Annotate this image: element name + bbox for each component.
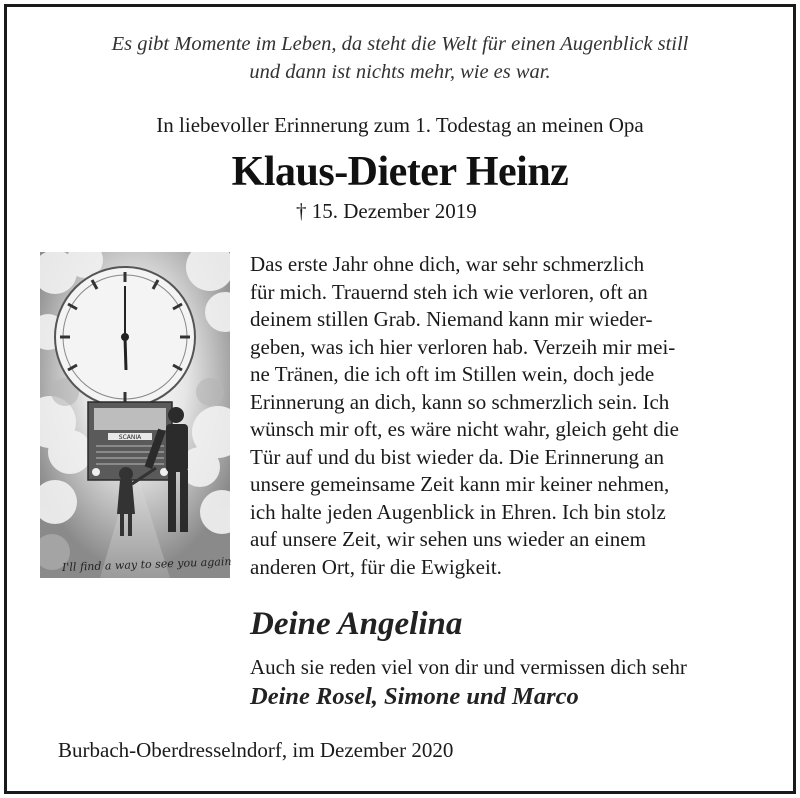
poem-line: unsere gemeinsame Zeit kann mir keiner nehmen, — [250, 472, 670, 496]
death-date: † 15. Dezember 2019 — [296, 199, 477, 223]
poem-line: ich halte jeden Augenblick in Ehren. Ich bin stolz — [250, 499, 666, 524]
poem-line: wünsch mir oft, es wäre nicht wahr, gleich geht die — [250, 417, 679, 441]
poem-line: für mich. Trauernd steh ich wie verloren, oft an — [250, 279, 648, 304]
poem-line: deinem stillen Grab. Niemand kann mir wieder- — [250, 307, 653, 331]
memorial-photo — [40, 252, 230, 578]
memorial-poem — [250, 251, 770, 581]
motto-quote — [0, 30, 800, 86]
signature-primary: Deine Angelina — [250, 606, 463, 642]
poem-line: ne Tränen, die ich oft im Stillen wein, doch jede — [250, 362, 655, 386]
motto-line-1: Es gibt Momente im Leben, da steht die Welt für einen Augenblick still — [111, 33, 689, 55]
poem-line: auf unsere Zeit, wir sehen uns wieder an einem — [250, 527, 646, 551]
poem-line: geben, was ich hier verloren hab. Verzeih mir mei- — [250, 334, 676, 359]
memorial-photo-illustration — [40, 252, 230, 578]
intro-line: In liebevoller Erinnerung zum 1. Todestag an meinen Opa — [156, 113, 644, 137]
truck-badge: SCANIA — [118, 434, 142, 441]
deceased-name: Klaus-Dieter Heinz — [231, 149, 569, 195]
poem-line: anderen Ort, für die Ewigkeit. — [250, 554, 502, 579]
also-text: Auch sie reden viel von dir und vermissen dich sehr — [250, 655, 687, 679]
place-date: Burbach-Oberdresselndorf, im Dezember 2020 — [58, 738, 454, 762]
poem-line: Tür auf und du bist wieder da. Die Erinnerung an — [250, 444, 665, 469]
poem-line: Das erste Jahr ohne dich, war sehr schmerzlich — [250, 252, 645, 276]
motto-line-2: und dann ist nichts mehr, wie es war. — [249, 61, 551, 83]
photo-caption: I'll find a way to see you again — [61, 555, 232, 574]
signature-secondary: Deine Rosel, Simone und Marco — [250, 683, 579, 710]
poem-line: Erinnerung an dich, kann so schmerzlich sein. Ich — [250, 389, 670, 414]
